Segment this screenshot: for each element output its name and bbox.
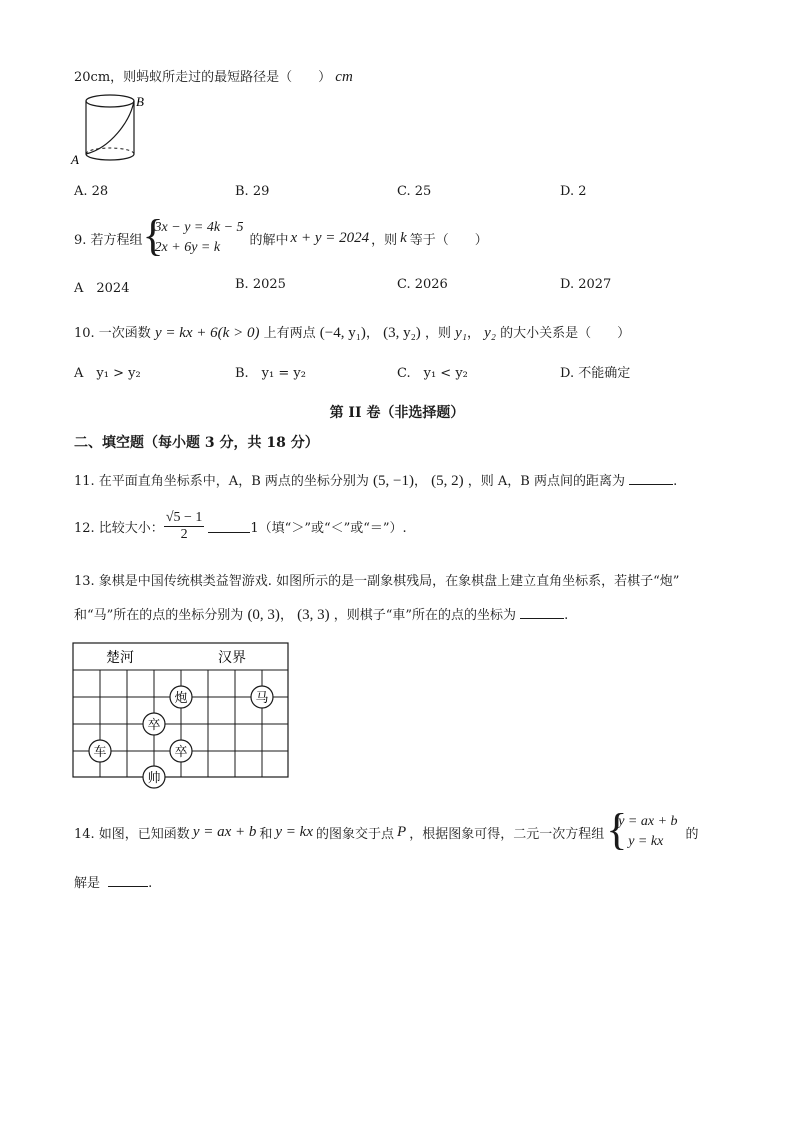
svg-text:马: 马	[255, 691, 269, 706]
part2-title: 第 II 卷（非选择题）	[329, 405, 465, 421]
q14-system	[610, 812, 677, 852]
q9-eq2: 2x + 6y = k	[154, 240, 221, 255]
q14-point: P	[397, 823, 407, 840]
q9-option-c: C. 2026	[397, 277, 448, 292]
q9-option-d: D. 2027	[560, 277, 612, 292]
q8-option-b: B. 29	[235, 184, 270, 199]
svg-text:卒: 卒	[174, 745, 188, 760]
piece-shuai	[143, 766, 165, 788]
q11-point-a: (5, −1)	[373, 473, 414, 489]
q9-condition: x + y = 2024	[290, 229, 370, 246]
q13-line1: 13. 象棋是中国传统棋类益智游戏. 如图所示的是一副象棋残局，在象棋盘上建立直角坐标系，若棋子“炮”	[74, 574, 680, 589]
q13-answer-blank	[520, 606, 564, 619]
q13-line2: 和“马”所在的点的坐标分别为 (0, 3)， (3, 3) ，则棋子“車”所在的点的坐标为 .	[74, 607, 569, 623]
q13-point-pao: (0, 3)	[247, 607, 280, 623]
q11-line: 11. 在平面直角坐标系中，A，B 两点的坐标分别为 (5, −1)， (5, 2) ，则 A，B 两点间的距离为 .	[74, 473, 678, 489]
q10-point2: (3, y₂)	[383, 325, 421, 341]
q14-f1: y = ax + b	[192, 823, 257, 840]
piece-che	[89, 740, 111, 762]
q14-eq2: y = kx	[628, 834, 664, 849]
svg-text:车: 车	[93, 745, 107, 760]
piece-zu-1	[143, 713, 165, 735]
q12-answer-blank	[208, 520, 250, 533]
cylinder-figure	[70, 92, 154, 168]
q12-fraction: $\frac{√5 - 1}{2}$	[165, 510, 203, 542]
cylinder-label-a: A	[71, 152, 79, 167]
q8-option-c: C. 25	[397, 184, 432, 199]
q14-eq1: { y = ax + b	[618, 814, 678, 829]
q14-line2: 解是 .	[74, 876, 153, 891]
piece-ma	[251, 686, 273, 708]
piece-zu-2	[170, 740, 192, 762]
svg-text:卒: 卒	[147, 718, 161, 733]
piece-pao	[170, 686, 192, 708]
q10-option-c: C. y₁ < y₂	[397, 366, 468, 381]
q14-line1: 14. 如图，已知函数 y = ax + b 和 y = kx 的图象交于点 P ，根据图象可得，二元一次方程组 { y = ax + b y = kx 的	[74, 810, 699, 854]
q8-unit: cm	[335, 69, 353, 85]
q14-answer-blank	[108, 874, 148, 887]
q8-option-a: A. 28	[74, 184, 109, 199]
q8-option-d: D. 2	[560, 184, 587, 199]
svg-text:帅: 帅	[147, 771, 161, 786]
q11-point-b: (5, 2)	[431, 473, 464, 489]
q8-line: 20cm，则蚂蚁所走过的最短路径是（ ） cm	[74, 69, 353, 85]
q10-option-d: D. 不能确定	[560, 366, 631, 381]
q10-function: y = kx + 6(k > 0)	[154, 325, 260, 341]
q10-option-b: B. y₁ = y₂	[235, 366, 306, 381]
q9-option-b: B. 2025	[235, 277, 286, 292]
q9-system	[147, 218, 244, 258]
svg-text:炮: 炮	[174, 691, 188, 706]
river-left-text: 楚河	[106, 650, 134, 666]
cylinder-label-b: B	[136, 94, 144, 109]
q9-option-a: A 2024	[74, 281, 130, 296]
q14-f2: y = kx	[275, 823, 313, 840]
q10-point1: (−4, y₁)	[319, 325, 366, 341]
q9-eq1: { 3x − y = 4k − 5	[154, 220, 244, 235]
river-right-text: 汉界	[218, 650, 246, 666]
q9-line: 9. 若方程组 { 3x − y = 4k − 5 2x + 6y = k 的解中 x + y = 2024 ，则 k 等于（ ）	[74, 216, 488, 260]
q11-answer-blank	[629, 472, 673, 485]
q12-line: 12. 比较大小： $\frac{√5 - 1}{2}$ 1（填“＞”或“＜”或“＝”）.	[74, 510, 407, 542]
q10-option-a: A y₁ > y₂	[74, 366, 141, 381]
section-title: 二、填空题（每小题 3 分，共 18 分）	[74, 435, 319, 451]
q13-point-ma: (3, 3)	[297, 607, 330, 623]
chess-board	[70, 640, 294, 790]
q10-line: 10. 一次函数 y = kx + 6(k > 0) 上有两点 (−4, y₁)， (3, y₂) ，则 y₁， y₂ 的大小关系是（ ）	[74, 325, 631, 341]
